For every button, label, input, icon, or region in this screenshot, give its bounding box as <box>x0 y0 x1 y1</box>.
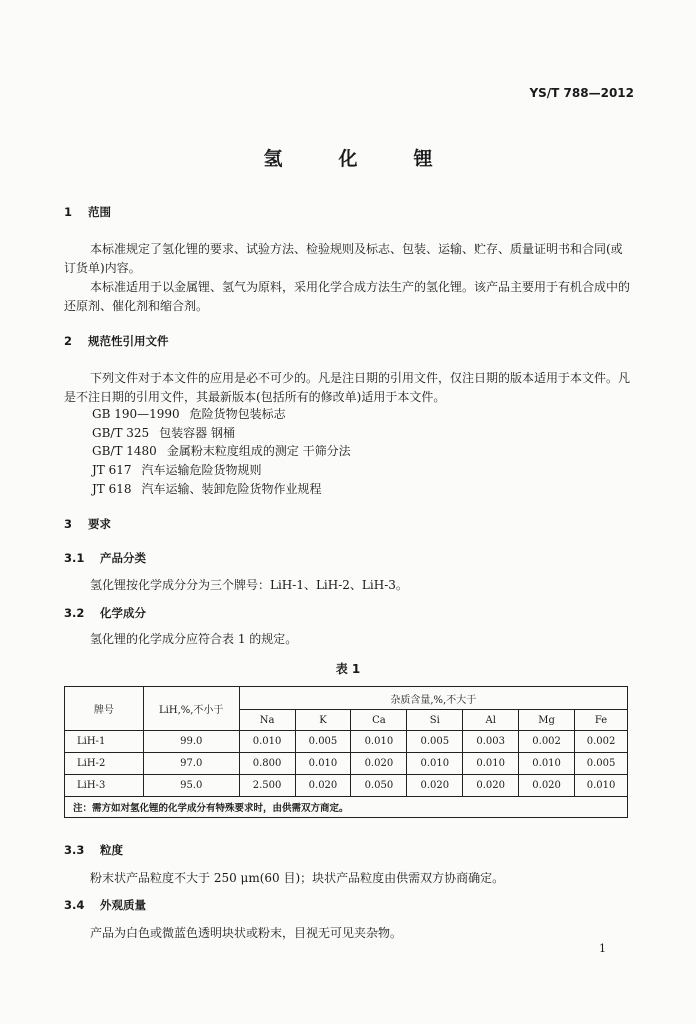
cell-value: 0.010 <box>519 753 575 775</box>
reference-item <box>92 424 235 441</box>
cell-value: 0.010 <box>407 753 463 775</box>
header-element: Si <box>407 710 463 731</box>
standard-code: YS/T 788—2012 <box>529 86 634 100</box>
paragraph: 下列文件对于本文件的应用是必不可少的。凡是注日期的引用文件，仅注日期的版本适用于本文件。凡是不注日期的引用文件，其最新版本(包括所有的修改单)适用于本文件。 <box>64 371 631 404</box>
header-element: Na <box>239 710 295 731</box>
cell-value: 0.010 <box>575 775 628 797</box>
header-element: Ca <box>351 710 407 731</box>
section-number: 1 <box>64 205 73 219</box>
table-note: 注：需方如对氢化锂的化学成分有特殊要求时，由供需双方商定。 <box>65 797 628 818</box>
cell-value: 0.010 <box>351 731 407 753</box>
section-number: 3.3 <box>64 843 85 857</box>
reference-title: 危险货物包装标志 <box>189 407 286 421</box>
cell-value: 0.003 <box>463 731 519 753</box>
header-element: Mg <box>519 710 575 731</box>
section-title: 外观质量 <box>100 898 146 912</box>
section-title: 化学成分 <box>100 606 146 620</box>
section-heading-1 <box>64 204 111 220</box>
cell-grade: LiH-2 <box>65 753 144 775</box>
cell-value: 0.020 <box>463 775 519 797</box>
section-title: 规范性引用文件 <box>88 334 169 348</box>
section-heading-2 <box>64 333 169 349</box>
page-number: 1 <box>599 942 606 955</box>
reference-code: GB 190—1990 <box>92 407 180 421</box>
section-number: 3 <box>64 517 73 531</box>
reference-code: GB/T 1480 <box>92 444 157 458</box>
cell-value: 0.010 <box>463 753 519 775</box>
table-row <box>65 775 628 797</box>
section-heading-3-1 <box>64 550 146 566</box>
section-title: 范围 <box>88 205 111 219</box>
section-title: 粒度 <box>100 843 123 857</box>
header-lih: LiH,%,不小于 <box>143 687 239 731</box>
table-row <box>65 753 628 775</box>
reference-item <box>92 442 351 459</box>
reference-item <box>92 405 286 422</box>
reference-code: GB/T 325 <box>92 426 150 440</box>
title-char: 氢 <box>263 148 283 170</box>
cell-value: 0.002 <box>519 731 575 753</box>
table-note-row <box>65 797 628 818</box>
reference-title: 金属粉末粒度组成的测定 干筛分法 <box>166 444 351 458</box>
chemical-composition-table <box>64 686 628 818</box>
table-row <box>65 731 628 753</box>
reference-title: 包装容器 钢桶 <box>159 426 235 440</box>
reference-title: 汽车运输、装卸危险货物作业规程 <box>141 482 322 496</box>
header-element: Fe <box>575 710 628 731</box>
cell-value: 0.010 <box>295 753 351 775</box>
cell-grade: LiH-3 <box>65 775 144 797</box>
title-char: 锂 <box>413 148 433 170</box>
header-element: K <box>295 710 351 731</box>
section-heading-3-3 <box>64 842 123 858</box>
cell-value: 0.002 <box>575 731 628 753</box>
section-number: 3.4 <box>64 898 85 912</box>
cell-value: 0.005 <box>575 753 628 775</box>
section-heading-3-4 <box>64 897 146 913</box>
paragraph: 氢化锂的化学成分应符合表 1 的规定。 <box>90 632 298 646</box>
section-title: 产品分类 <box>100 551 146 565</box>
cell-lih: 97.0 <box>143 753 239 775</box>
cell-grade: LiH-1 <box>65 731 144 753</box>
cell-lih: 95.0 <box>143 775 239 797</box>
reference-item <box>92 480 322 497</box>
paragraph: 粉末状产品粒度不大于 250 μm(60 目)；块状产品粒度由供需双方协商确定。 <box>90 871 505 885</box>
reference-code: JT 617 <box>92 463 132 477</box>
cell-value: 0.020 <box>519 775 575 797</box>
title-char: 化 <box>338 148 358 170</box>
cell-value: 0.005 <box>407 731 463 753</box>
document-title <box>0 144 696 171</box>
cell-value: 2.500 <box>239 775 295 797</box>
cell-value: 0.800 <box>239 753 295 775</box>
reference-title: 汽车运输危险货物规则 <box>141 463 262 477</box>
section-title: 要求 <box>88 517 111 531</box>
paragraph: 氢化锂按化学成分分为三个牌号：LiH-1、LiH-2、LiH-3。 <box>90 578 408 592</box>
cell-value: 0.020 <box>351 753 407 775</box>
section-heading-3 <box>64 516 111 532</box>
reference-code: JT 618 <box>92 482 132 496</box>
cell-lih: 99.0 <box>143 731 239 753</box>
section-number: 3.1 <box>64 551 85 565</box>
section-heading-3-2 <box>64 605 146 621</box>
cell-value: 0.020 <box>295 775 351 797</box>
header-element: Al <box>463 710 519 731</box>
section-number: 3.2 <box>64 606 85 620</box>
cell-value: 0.020 <box>407 775 463 797</box>
cell-value: 0.050 <box>351 775 407 797</box>
header-impurity: 杂质含量,%,不大于 <box>239 687 627 710</box>
paragraph: 本标准适用于以金属锂、氢气为原料，采用化学合成方法生产的氢化锂。该产品主要用于有机合成中的还原剂、催化剂和缩合剂。 <box>64 280 631 313</box>
paragraph: 产品为白色或微蓝色透明块状或粉末，目视无可见夹杂物。 <box>90 926 403 940</box>
section-number: 2 <box>64 334 73 348</box>
header-grade: 牌号 <box>65 687 144 731</box>
reference-item <box>92 461 262 478</box>
cell-value: 0.005 <box>295 731 351 753</box>
table-caption: 表 1 <box>335 662 361 676</box>
paragraph: 本标准规定了氢化锂的要求、试验方法、检验规则及标志、包装、运输、贮存、质量证明书和合同(或订货单)内容。 <box>64 242 623 275</box>
cell-value: 0.010 <box>239 731 295 753</box>
